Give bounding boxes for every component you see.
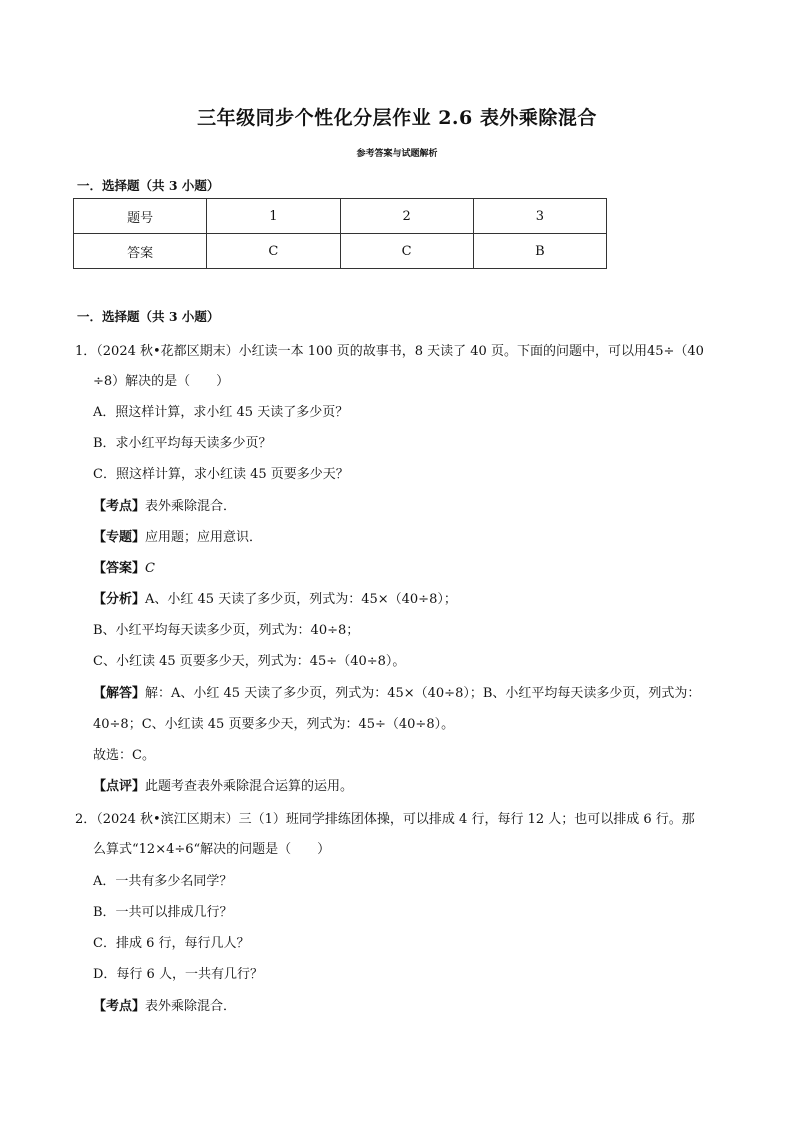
kaodian-text: 表外乘除混合．	[145, 499, 237, 514]
section-heading-detail: 一．选择题（共 3 小题）	[77, 309, 220, 324]
dianping-text: 此题考查表外乘除混合运算的运用。	[145, 779, 354, 794]
q1-option-c: C．照这样计算，求小红读 45 页要多少天？	[93, 467, 349, 482]
table-cell: 3	[473, 199, 606, 234]
q1-jieda	[93, 682, 700, 701]
jieda-tag: 【解答】	[93, 686, 146, 701]
kaodian-tag: 【考点】	[93, 999, 146, 1014]
q2-option-c: C．排成 6 行，每行几人？	[93, 936, 250, 951]
table-cell: 答案	[74, 234, 207, 269]
q2-kaodian	[93, 995, 236, 1014]
answer-table	[73, 198, 607, 269]
dianping-tag: 【点评】	[93, 779, 146, 794]
table-row	[74, 234, 607, 269]
daan-text: C	[145, 561, 155, 576]
q2-stem-line2: 么算式“12×4÷6“解决的问题是（ ）	[93, 842, 331, 857]
q1-jieda-line2: 40÷8；C、小红读 45 页要多少天，列式为：45÷（40÷8）。	[93, 717, 455, 732]
page-subtitle: 参考答案与试题解析	[356, 149, 438, 159]
table-cell: C	[207, 234, 340, 269]
q1-option-a: A．照这样计算，求小红 45 天读了多少页？	[93, 405, 349, 420]
daan-tag: 【答案】	[93, 561, 146, 576]
q2-option-d: D．每行 6 人，一共有几行？	[93, 967, 263, 982]
q1-fenxi	[93, 588, 457, 607]
q2-stem-line1: 2．（2024 秋•滨江区期末）三（1）班同学排练团体操，可以排成 4 行，每行 12 人；也可以排成 6 行。那	[75, 812, 695, 827]
zhuanti-tag: 【专题】	[93, 530, 146, 545]
fenxi-text-1: A、小红 45 天读了多少页，列式为：45×（40÷8）；	[145, 592, 457, 607]
q1-fenxi-line2: B、小红平均每天读多少页，列式为：40÷8；	[93, 623, 360, 638]
q2-option-b: B．一共可以排成几行？	[93, 905, 233, 920]
table-cell: B	[473, 234, 606, 269]
jieda-text-1: 解：A、小红 45 天读了多少页，列式为：45×（40÷8）；B、小红平均每天读多少页，列式为：	[145, 686, 701, 701]
table-cell: C	[340, 234, 473, 269]
q1-dianping	[93, 775, 353, 794]
kaodian-tag: 【考点】	[93, 499, 146, 514]
q1-option-b: B．求小红平均每天读多少页？	[93, 436, 272, 451]
q1-kaodian	[93, 495, 236, 514]
section-heading-summary: 一．选择题（共 3 小题）	[77, 178, 220, 193]
table-row	[74, 199, 607, 234]
q1-stem-line2: ÷8）解决的是（ ）	[93, 374, 230, 389]
q1-stem-line1: 1．（2024 秋•花都区期末）小红读一本 100 页的故事书，8 天读了 40 页。下面的问题中，可以用45÷（40	[75, 344, 704, 359]
q1-fenxi-line3: C、小红读 45 页要多少天，列式为：45÷（40÷8）。	[93, 654, 406, 669]
q1-zhuanti	[93, 526, 262, 545]
table-cell: 题号	[74, 199, 207, 234]
table-cell: 2	[340, 199, 473, 234]
page-title: 三年级同步个性化分层作业 2.6 表外乘除混合	[197, 107, 597, 129]
table-cell: 1	[207, 199, 340, 234]
zhuanti-text: 应用题；应用意识．	[145, 530, 263, 545]
kaodian-text: 表外乘除混合．	[145, 999, 237, 1014]
q1-guxuan: 故选：C。	[93, 748, 155, 763]
fenxi-tag: 【分析】	[93, 592, 146, 607]
q2-option-a: A．一共有多少名同学？	[93, 874, 233, 889]
q1-daan	[93, 557, 155, 576]
